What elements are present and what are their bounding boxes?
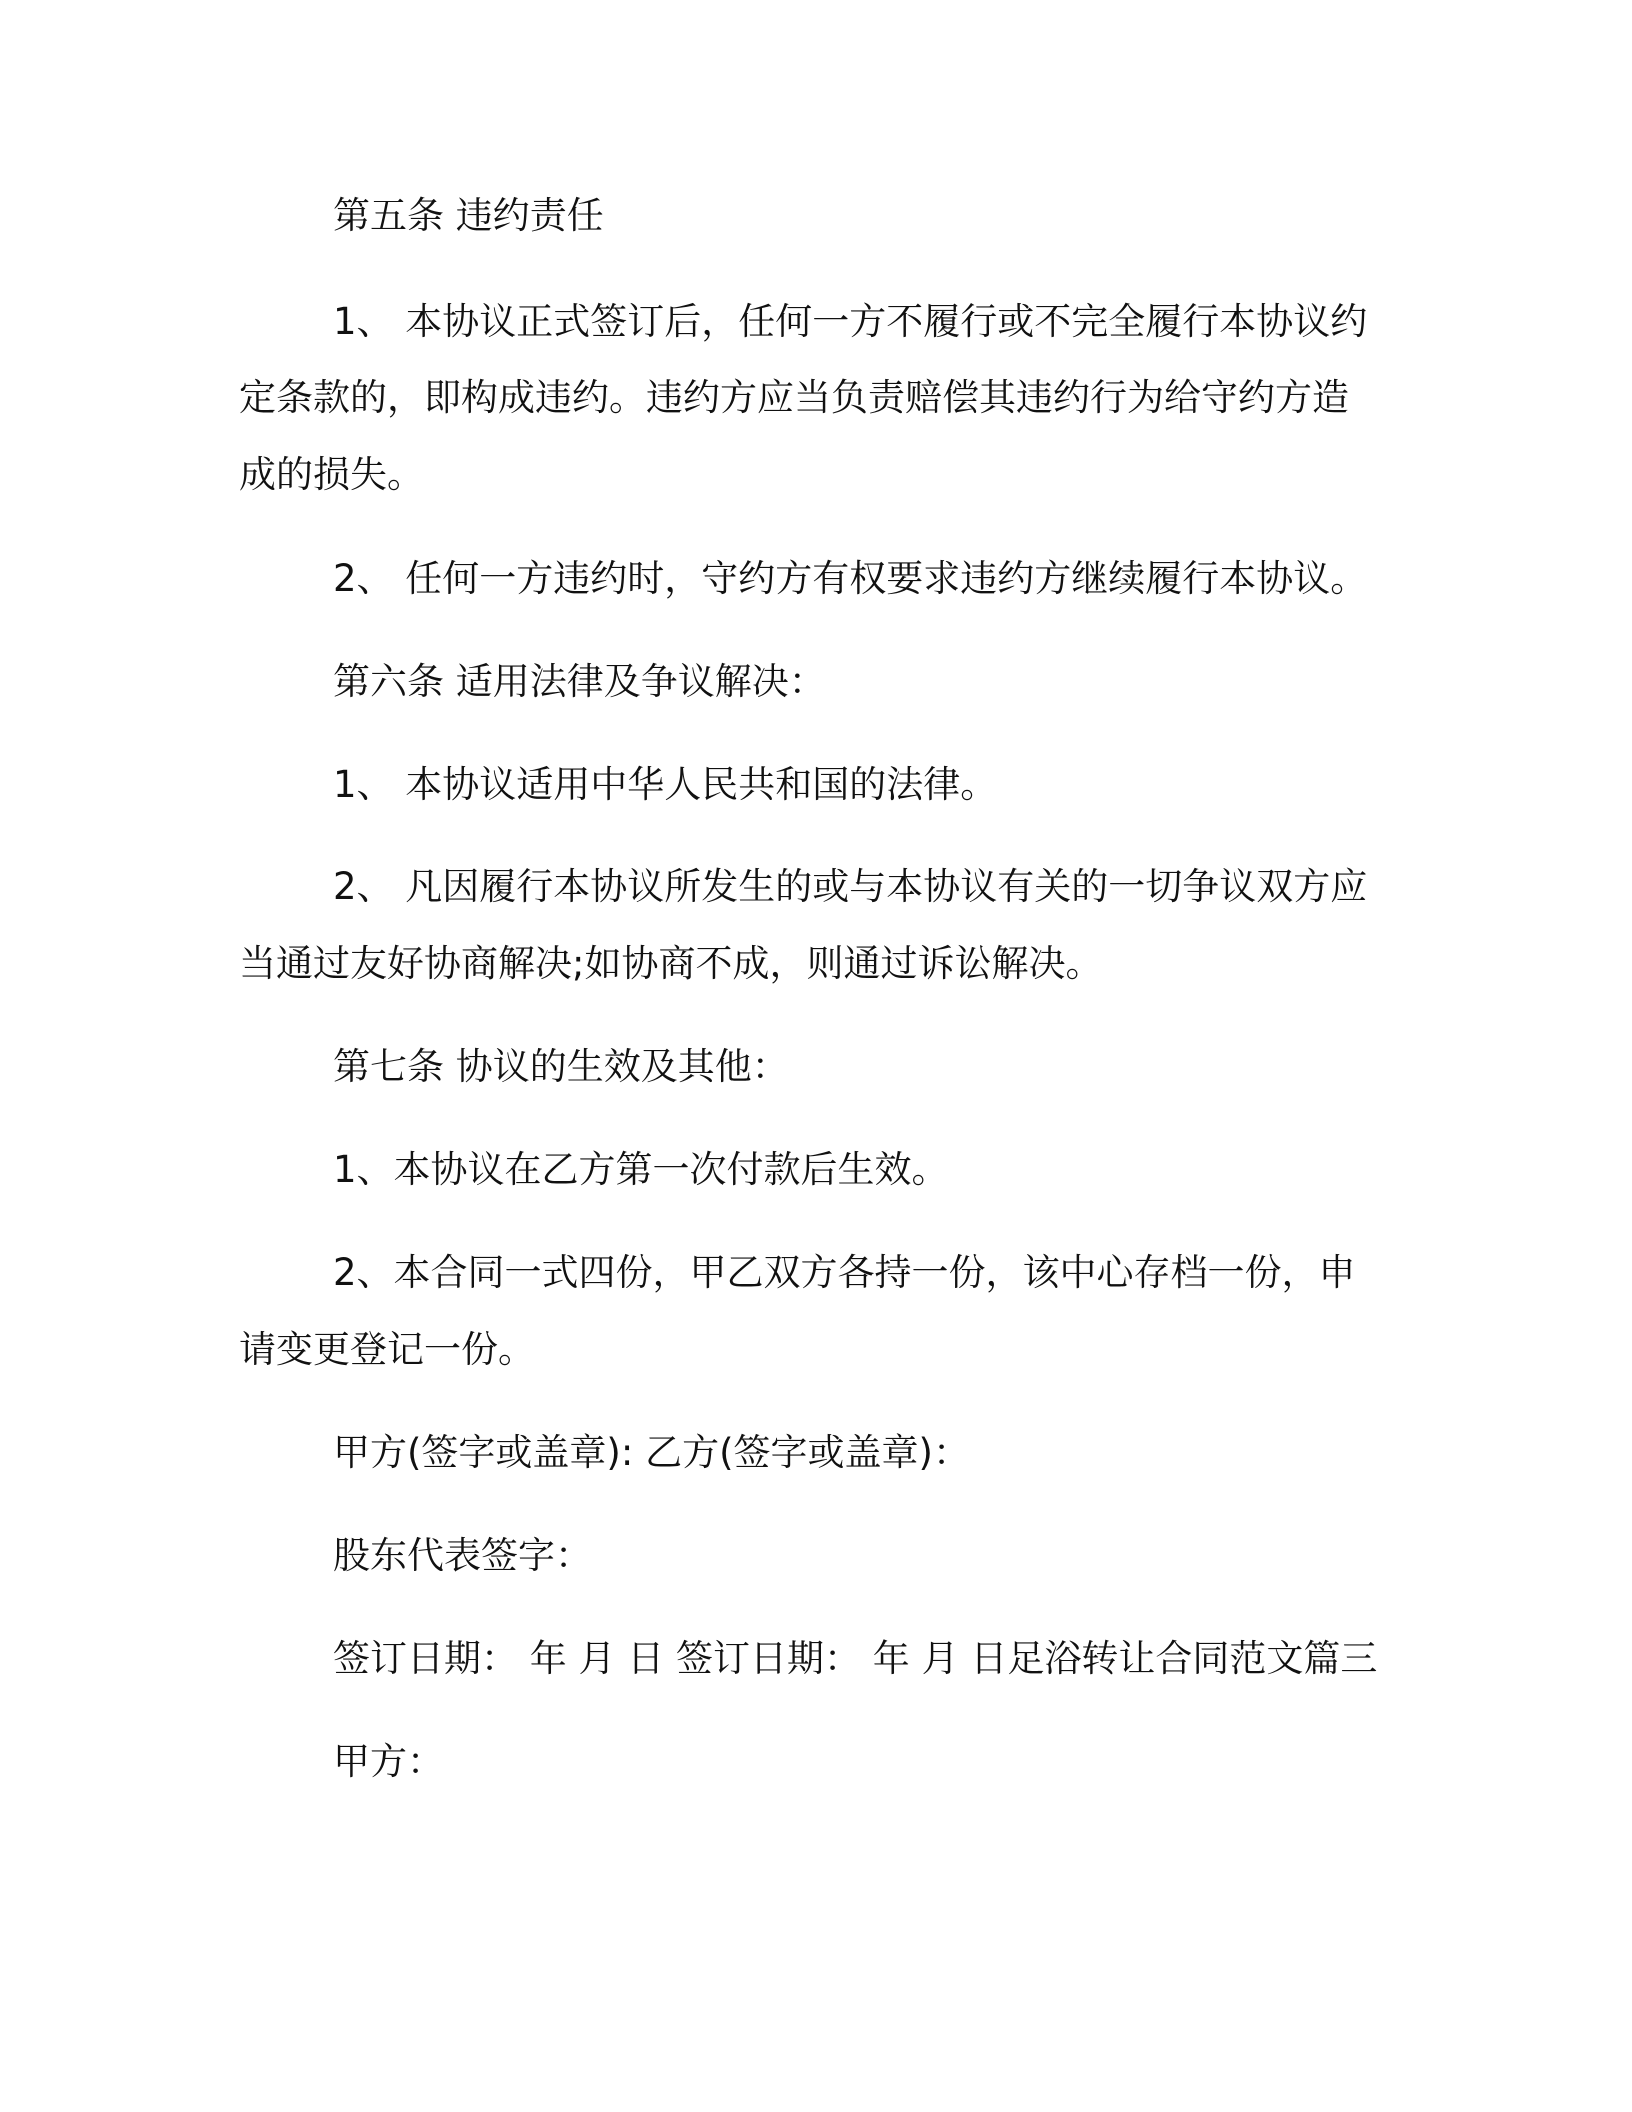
party-signature-line: 甲方(签字或盖章): 乙方(签字或盖章)： bbox=[333, 1431, 970, 1474]
article-6-clause-1: 1、 本协议适用中华人民共和国的法律。 bbox=[333, 763, 998, 806]
article-5-clause-1-line-3: 成的损失。 bbox=[239, 453, 424, 496]
article-5-clause-1-line-2: 定条款的，即构成违约。违约方应当负责赔偿其违约行为给守约方造 bbox=[239, 376, 1349, 419]
article-7-clause-2-line-1: 2、本合同一式四份，甲乙双方各持一份，该中心存档一份，申 bbox=[333, 1251, 1356, 1294]
article-5-clause-2: 2、 任何一方违约时，守约方有权要求违约方继续履行本协议。 bbox=[333, 557, 1368, 600]
article-5-heading: 第五条 违约责任 bbox=[333, 194, 604, 237]
article-7-clause-1: 1、本协议在乙方第一次付款后生效。 bbox=[333, 1148, 949, 1191]
article-6-clause-2-line-1: 2、 凡因履行本协议所发生的或与本协议有关的一切争议双方应 bbox=[333, 865, 1368, 908]
signing-date-line: 签订日期： 年 月 日 签订日期： 年 月 日足浴转让合同范文篇三 bbox=[333, 1637, 1378, 1680]
article-7-heading: 第七条 协议的生效及其他： bbox=[333, 1045, 789, 1088]
shareholder-signature-line: 股东代表签字： bbox=[333, 1534, 592, 1577]
article-6-clause-2-line-2: 当通过友好协商解决;如协商不成，则通过诉讼解决。 bbox=[239, 942, 1103, 985]
article-7-clause-2-line-2: 请变更登记一份。 bbox=[239, 1328, 535, 1371]
party-a-line: 甲方： bbox=[333, 1740, 444, 1783]
article-6-heading: 第六条 适用法律及争议解决： bbox=[333, 660, 826, 703]
article-5-clause-1-line-1: 1、 本协议正式签订后，任何一方不履行或不完全履行本协议约 bbox=[333, 300, 1368, 343]
